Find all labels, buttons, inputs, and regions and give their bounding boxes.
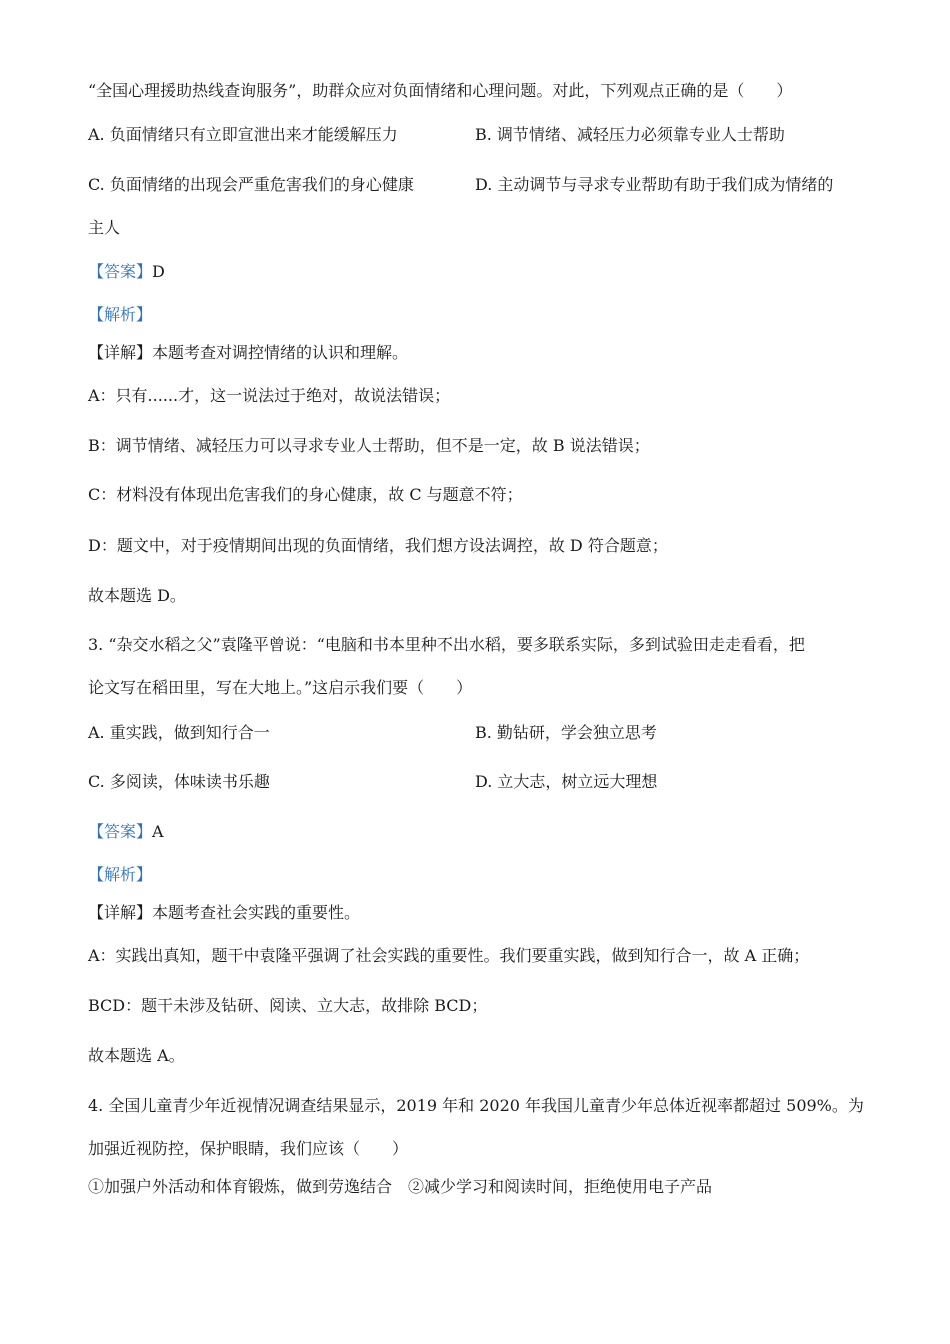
q2-analysis-line: C：材料没有体现出危害我们的身心健康，故 C 与题意不符； [88,485,523,504]
q3-analysis-tag: 【解析】 [88,865,153,884]
q2-analysis-line: B：调节情绪、减轻压力可以寻求专业人士帮助，但不是一定，故 B 说法错误； [88,436,650,455]
q2-option-a: A. 负面情绪只有立即宣泄出来才能缓解压力 [88,125,398,144]
q2-option-d: D. 主动调节与寻求专业帮助有助于我们成为情绪的 [475,175,834,194]
q2-option-b: B. 调节情绪、减轻压力必须靠专业人士帮助 [475,125,785,144]
q4-items: ①加强户外活动和体育锻炼，做到劳逸结合 ②减少学习和阅读时间，拒绝使用电子产品 [88,1177,713,1196]
q3-analysis-line: 故本题选 A。 [88,1046,185,1065]
q4-stem-line-1: 4. 全国儿童青少年近视情况调查结果显示，2019 年和 2020 年我国儿童青少年总体近视率都超过 509%。为 [88,1096,864,1115]
q3-option-c: C. 多阅读，体味读书乐趣 [88,772,270,791]
answer-tag: 【答案】 [88,262,153,281]
q3-detail [88,902,878,924]
detail-text: 本题考查社会实践的重要性。 [152,903,361,922]
answer-tag: 【答案】 [88,822,153,841]
detail-tag: 【详解】 [88,343,153,362]
q3-option-b: B. 勤钻研，学会独立思考 [475,723,657,742]
q2-option-d-continued: 主人 [88,218,121,237]
q2-stem-tail: “全国心理援助热线查询服务”，助群众应对负面情绪和心理问题。对此，下列观点正确的是（ ） [88,81,793,100]
q3-option-a: A. 重实践，做到知行合一 [88,723,270,742]
detail-text: 本题考查对调控情绪的认识和理解。 [152,343,409,362]
q2-option-c: C. 负面情绪的出现会严重危害我们的身心健康 [88,175,414,194]
q3-answer [88,821,878,843]
q2-analysis-line: D：题文中，对于疫情期间出现的负面情绪，我们想方设法调控，故 D 符合题意； [88,536,668,555]
q3-option-d: D. 立大志，树立远大理想 [475,772,658,791]
q3-analysis-line: A：实践出真知，题干中袁隆平强调了社会实践的重要性。我们要重实践，做到知行合一，故 A 正确； [88,946,810,965]
q2-detail [88,342,878,364]
q3-analysis-line: BCD：题干未涉及钻研、阅读、立大志，故排除 BCD； [88,996,488,1015]
answer-value: A [152,822,164,841]
detail-tag: 【详解】 [88,903,153,922]
q3-stem-line-1: 3. “杂交水稻之父”袁隆平曾说：“电脑和书本里种不出水稻，要多联系实际，多到试验田走走看看，把 [88,635,805,654]
q4-stem-line-2: 加强近视防控，保护眼睛，我们应该（ ） [88,1139,409,1158]
q2-analysis-line: 故本题选 D。 [88,586,186,605]
answer-value: D [152,262,165,281]
q3-stem-line-2: 论文写在稻田里，写在大地上。”这启示我们要（ ） [88,678,473,697]
q2-analysis-tag: 【解析】 [88,305,153,324]
q2-answer [88,261,878,283]
q2-analysis-line: A：只有......才，这一说法过于绝对，故说法错误； [88,386,451,405]
